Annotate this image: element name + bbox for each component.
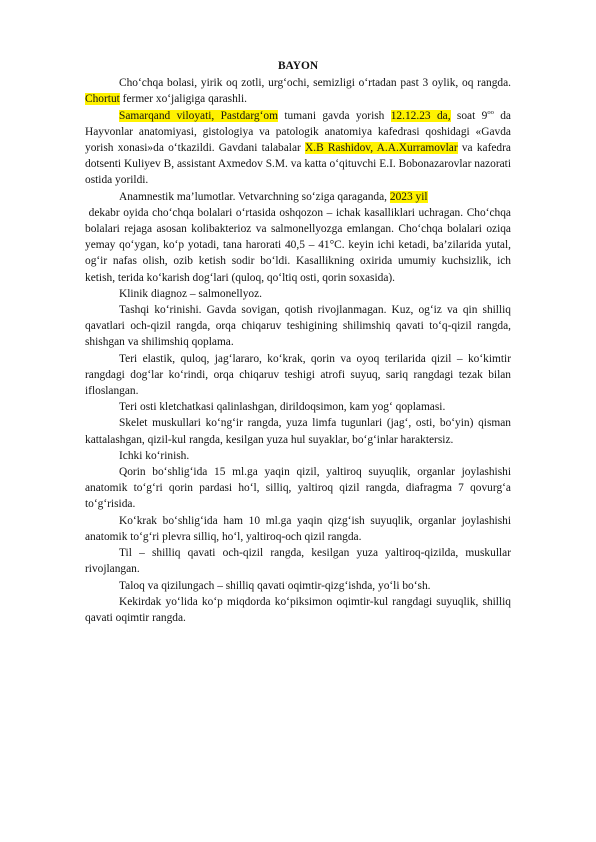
- paragraph-subcutis: Teri osti kletchatkasi qalinlashgan, dirildoqsimon, kam yog‘ qoplamasi.: [119, 401, 446, 414]
- paragraph-tongue: Til – shilliq qavati och-qizil rangda, kesilgan yuza yaltiroq-qizilda, muskullar rivojlangan.: [85, 547, 511, 576]
- anamnesis-text-a: Anamnestik ma’lumotlar. Vetvarchning so‘ziga qaraganda,: [119, 190, 388, 203]
- paragraph-trachea: Kekirdak yo‘lida ko‘p miqdorda ko‘piksimon oqimtir-kul rangdagi suyuqlik, shilliq qavati oqimtir rangda.: [85, 595, 511, 624]
- time-superscript: oo: [487, 108, 494, 116]
- intro-text: Cho‘chqa bolasi, yirik oq zotli, urg‘ochi, semizligi o‘rtadan past 3 oylik, oq rangda.: [119, 77, 511, 90]
- paragraph-skeletal: Skelet muskullari ko‘ng‘ir rangda, yuza limfa tugunlari (jag‘, osti, bo‘yin) qisman kattalashgan, qizil-kul rangda, kesilgan yuza hul suyaklar, bo‘g‘inlar haraktersiz.: [85, 417, 511, 446]
- anamnesis-text-b: dekabr oyida cho‘chqa bolalari o‘rtasida oshqozon – ichak kasalliklari uchragan. Cho‘chqa bolalari rejaga asosan kolibakterioz va salmonellyozga emlangan. Cho‘chqa bolalari oziqa yemay qo‘ygan, ko‘p yotadi, tana harorati 40,5 – 41°C. keyin ichi ketadi, ba’zilarida yutal, og‘ir nafas olish, ozib ketish sodir bo‘ldi. Kasallikning oxirida umumiy kuchsizlik, ich ketish, terida ko‘karish dog‘lari (quloq, qo‘ltiq osti, qorin soxasida).: [85, 206, 511, 284]
- paragraph-diagnosis: Klinik diagnoz – salmonellyoz.: [119, 287, 262, 300]
- paragraph-thoracic: Ko‘krak bo‘shlig‘ida ham 10 ml.ga yaqin qizg‘ish suyuqlik, organlar joylashishi anatomik to‘g‘ri plevra silliq, ho‘l, yaltiroq-och qizil rangda.: [85, 514, 511, 543]
- paragraph-skin: Teri elastik, quloq, jag‘lararo, ko‘krak, qorin va oyoq terilarida qizil – ko‘kimtir rangdagi dog‘lar ko‘rindi, orqa chiqaruv teshigi atrofi suyuq, sariq rangdagi tezak bilan ifloslangan.: [85, 352, 511, 398]
- document-title: BAYON: [277, 60, 319, 72]
- highlight-students: X.B Rashidov, A.A.Xurramovlar: [305, 142, 458, 155]
- autopsy-text-b: soat 9: [456, 109, 488, 122]
- autopsy-text-a: tumani gavda yorish: [284, 109, 385, 122]
- highlight-year: 2023 yil: [389, 190, 428, 203]
- paragraph-external-view: Tashqi ko‘rinishi. Gavda sovigan, qotish rivojlanmagan. Kuz, og‘iz va qin shilliq qavatlari och-qizil rangda, orqa chiqaruv teshigining shilimshiq qavati to‘q-qizil rangda, shishgan va shilimshiq qoplama.: [85, 304, 511, 349]
- highlight-location: Samarqand viloyati, Pastdarg‘om: [119, 109, 278, 122]
- highlight-farm-name: Chortut: [85, 93, 120, 106]
- autopsy-text-c: da Hayvonlar anatomiyasi, gistologiya va patologik anatomiya kafedrasi qoshidagi «Gavda yorish xonasi»da o‘tkazildi. Gavdani talabalar: [85, 109, 511, 155]
- intro-tail: fermer xo‘jaligiga qarashli.: [122, 93, 247, 106]
- paragraph-autopsy-info: [85, 108, 511, 189]
- paragraph-anamnesis: [85, 189, 511, 205]
- paragraph-abdominal: Qorin bo‘shlig‘ida 15 ml.ga yaqin qizil, yaltiroq suyuqlik, organlar joylashishi anatomik to‘g‘ri qorin pardasi ho‘l, silliq, yaltiroq qizil rangda, diafragma 7 qovurg‘a to‘g‘risida.: [85, 466, 511, 511]
- paragraph-spleen: Taloq va qizilungach – shilliq qavati oqimtir-qizg‘ishda, yo‘li bo‘sh.: [119, 579, 431, 592]
- paragraph-intro: [85, 75, 511, 107]
- autopsy-text-d: va kafedra dotsenti Kuliyev B, assistant Axmedov S.M. va katta o‘qituvchi E.I. Bobonazarovlar nazorati ostida yorildi.: [85, 142, 511, 187]
- document-body: [85, 58, 511, 626]
- paragraph-anamnesis-cont: [85, 205, 511, 286]
- highlight-date: 12.12.23 da,: [390, 109, 451, 122]
- paragraph-internal-heading: Ichki ko‘rinish.: [119, 449, 190, 462]
